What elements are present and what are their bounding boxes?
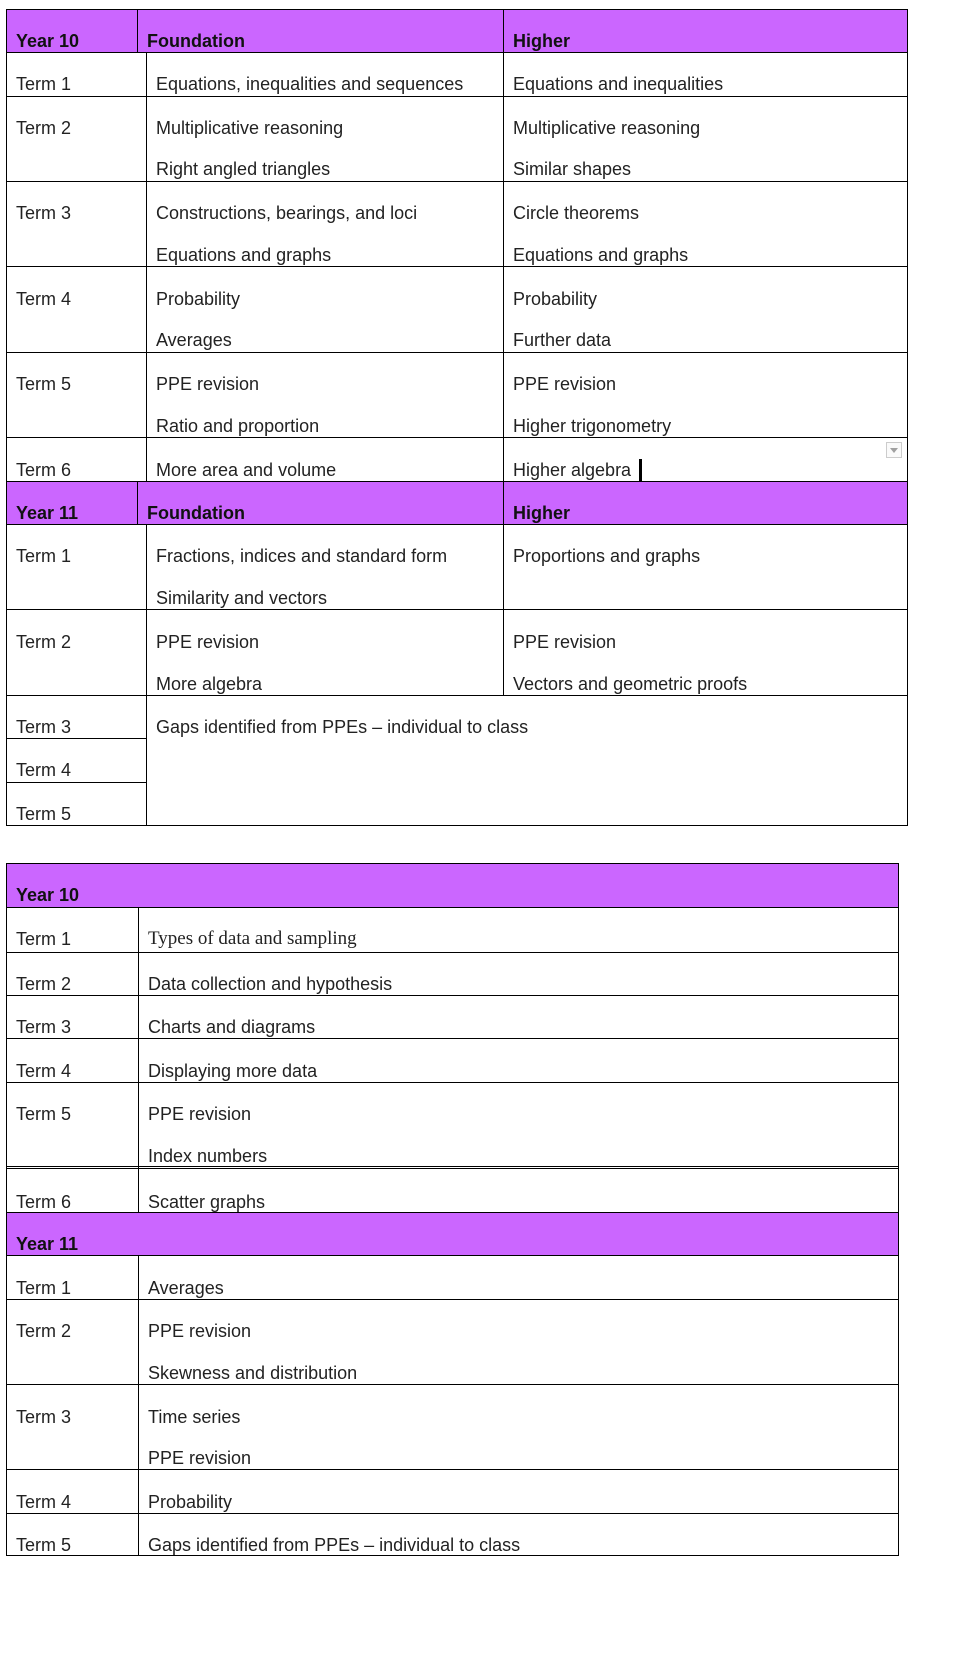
- year11-label: Year 11: [16, 1234, 79, 1254]
- foundation-topic: Similarity and vectors: [156, 588, 328, 608]
- foundation-column-header: Foundation: [147, 503, 245, 523]
- foundation-topic: Right angled triangles: [156, 159, 331, 179]
- topic: Displaying more data: [148, 1061, 318, 1081]
- foundation-topic: Probability: [156, 289, 241, 309]
- foundation-topic: More area and volume: [156, 460, 337, 480]
- topic: Averages: [148, 1278, 224, 1298]
- term-label: Term 6: [16, 460, 72, 480]
- higher-topic: Higher trigonometry: [513, 416, 672, 436]
- dropdown-arrow-icon[interactable]: [886, 442, 902, 458]
- foundation-topic: Constructions, bearings, and loci: [156, 203, 418, 223]
- term-label: Term 2: [16, 1321, 72, 1341]
- term-label: Term 4: [16, 1061, 72, 1081]
- higher-topic: Similar shapes: [513, 159, 632, 179]
- foundation-topic: Multiplicative reasoning: [156, 118, 344, 138]
- merged-topic: Gaps identified from PPEs – individual to class: [156, 717, 529, 737]
- term-label: Term 5: [16, 374, 72, 394]
- term-label: Term 3: [16, 1407, 72, 1427]
- foundation-topic: PPE revision: [156, 632, 260, 652]
- topic: Time series: [148, 1407, 241, 1427]
- year10-label: Year 10: [16, 885, 80, 905]
- term-label: Term 2: [16, 974, 72, 994]
- foundation-topic: Ratio and proportion: [156, 416, 320, 436]
- higher-topic[interactable]: Higher algebra: [513, 460, 632, 480]
- higher-column-header: Higher: [513, 31, 571, 51]
- term-label: Term 3: [16, 203, 72, 223]
- foundation-topic: PPE revision: [156, 374, 260, 394]
- topic: Probability: [148, 1492, 233, 1512]
- topic: Index numbers: [148, 1146, 268, 1166]
- foundation-topic: Fractions, indices and standard form: [156, 546, 448, 566]
- term-label: Term 5: [16, 1535, 72, 1555]
- topic: Skewness and distribution: [148, 1363, 358, 1383]
- higher-topic: Further data: [513, 330, 612, 350]
- term-label: Term 4: [16, 1492, 72, 1512]
- higher-topic: Equations and graphs: [513, 245, 689, 265]
- term-label: Term 2: [16, 118, 72, 138]
- term-label: Term 1: [16, 74, 72, 94]
- term-label: Term 3: [16, 717, 72, 737]
- year10-header-row: [6, 9, 908, 52]
- term-label: Term 3: [16, 1017, 72, 1037]
- foundation-topic: Averages: [156, 330, 232, 350]
- term-label: Term 4: [16, 289, 72, 309]
- text-cursor: [639, 459, 642, 481]
- term-label: Term 1: [16, 546, 72, 566]
- topic: PPE revision: [148, 1104, 252, 1124]
- higher-topic: Probability: [513, 289, 598, 309]
- foundation-topic: Equations and graphs: [156, 245, 332, 265]
- topic: PPE revision: [148, 1321, 252, 1341]
- higher-topic: Proportions and graphs: [513, 546, 701, 566]
- term-label: Term 1: [16, 929, 72, 949]
- year11-header-row: [6, 1212, 899, 1255]
- higher-topic: Equations and inequalities: [513, 74, 724, 94]
- year10-header-row: [6, 863, 899, 907]
- topic: Gaps identified from PPEs – individual to class: [148, 1535, 521, 1555]
- year11-header-row: [6, 481, 908, 524]
- term-label: Term 1: [16, 1278, 72, 1298]
- topic: Types of data and sampling: [148, 928, 357, 949]
- foundation-topic: Equations, inequalities and sequences: [156, 74, 464, 94]
- higher-topic: PPE revision: [513, 632, 617, 652]
- term-label: Term 6: [16, 1192, 72, 1212]
- higher-topic: Circle theorems: [513, 203, 640, 223]
- foundation-column-header: Foundation: [147, 31, 245, 51]
- higher-topic: Multiplicative reasoning: [513, 118, 701, 138]
- term-label: Term 5: [16, 804, 72, 824]
- higher-topic: Vectors and geometric proofs: [513, 674, 748, 694]
- year11-label: Year 11: [16, 503, 79, 523]
- topic: Charts and diagrams: [148, 1017, 316, 1037]
- higher-topic: PPE revision: [513, 374, 617, 394]
- term-label: Term 5: [16, 1104, 72, 1124]
- higher-column-header: Higher: [513, 503, 571, 523]
- topic: Scatter graphs: [148, 1192, 266, 1212]
- term-label: Term 4: [16, 760, 72, 780]
- term-label: Term 2: [16, 632, 72, 652]
- topic: PPE revision: [148, 1448, 252, 1468]
- year10-label: Year 10: [16, 31, 80, 51]
- foundation-topic: More algebra: [156, 674, 263, 694]
- topic: Data collection and hypothesis: [148, 974, 393, 994]
